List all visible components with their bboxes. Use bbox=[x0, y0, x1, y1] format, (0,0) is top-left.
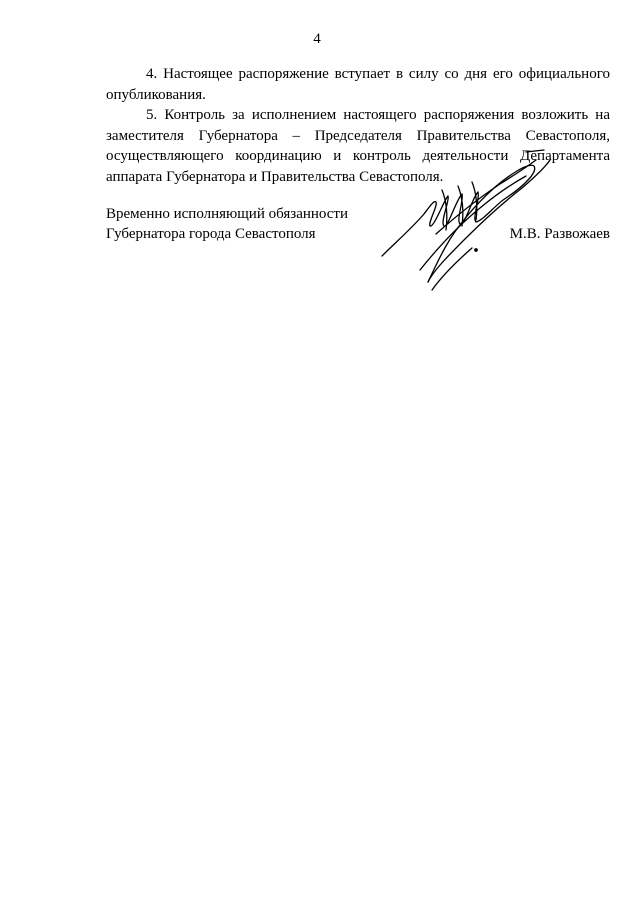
page-number: 4 bbox=[313, 31, 321, 47]
signatory-name: М.В. Развожаев bbox=[509, 226, 610, 242]
signatory-position bbox=[106, 204, 348, 244]
signatory-position-line-2: Губернатора города Севастополя bbox=[106, 226, 316, 242]
handwritten-signature-icon bbox=[376, 130, 566, 295]
paragraph-5: 5. Контроль за исполнением настоящего распоряжения возложить на заместителя Губернатора – Председателя Правительства Севастополя, осуществляющего координацию и контроль деятельности Департамента аппарата Губернатора и Правительства Севастополя. bbox=[106, 107, 610, 185]
paragraph-4: 4. Настоящее распоряжение вступает в силу со дня его официального опубликования. bbox=[106, 66, 610, 103]
signatory-position-line-1: Временно исполняющий обязанности bbox=[106, 206, 349, 222]
